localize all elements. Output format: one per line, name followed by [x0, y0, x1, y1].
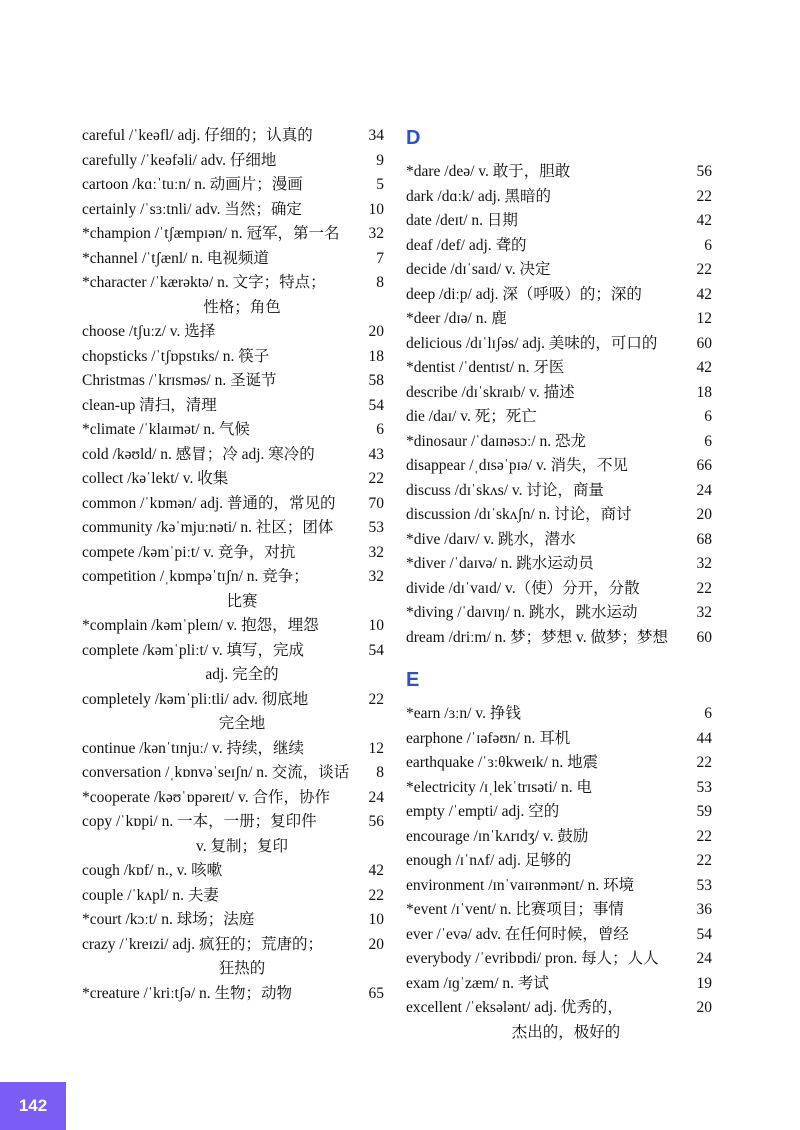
entry-page-number: 20 — [368, 935, 384, 953]
entry-text: everybody /ˈevribɒdi/ pron. 每人；人人 — [406, 950, 659, 967]
entry-text: ever /ˈevə/ adv. 在任何时候，曾经 — [406, 925, 629, 943]
entry-page-number: 22 — [696, 852, 712, 869]
glossary-entry — [406, 898, 712, 923]
glossary-entry — [82, 369, 384, 394]
entry-page-number: 24 — [696, 950, 712, 967]
entry-text: copy /ˈkɒpi/ n. 一本，一册；复印件 — [82, 813, 317, 830]
glossary-entry — [82, 492, 384, 517]
glossary-entry — [82, 933, 384, 982]
entry-page-number: 43 — [368, 445, 384, 463]
entry-text: encourage /ɪnˈkʌrɪdʒ/ v. 鼓励 — [406, 827, 589, 845]
entry-text: common /ˈkɒmən/ adj. 普通的，常见的 — [82, 494, 336, 512]
glossary-entry — [82, 394, 384, 419]
entry-text: *dentist /ˈdentɪst/ n. 牙医 — [406, 359, 565, 376]
entry-text: certainly /ˈsɜːtnli/ adv. 当然；确定 — [82, 200, 302, 218]
entry-text: exam /ɪɡˈzæm/ n. 考试 — [406, 974, 549, 992]
glossary-entry — [82, 786, 384, 811]
entry-text: cold /kəʊld/ n. 感冒；冷 adj. 寒冷的 — [82, 445, 315, 463]
glossary-entry — [406, 577, 712, 602]
glossary-entry — [406, 503, 712, 528]
letter-heading-e: E — [406, 669, 420, 691]
entry-text: deep /diːp/ adj. 深（呼吸）的；深的 — [406, 285, 642, 303]
glossary-entry — [406, 751, 712, 776]
entry-page-number: 18 — [368, 347, 384, 365]
entry-text: collect /kəˈlekt/ v. 收集 — [82, 470, 229, 487]
glossary-entry — [82, 467, 384, 492]
entry-page-number: 59 — [696, 803, 712, 820]
entry-page-number: 36 — [696, 901, 712, 918]
entry-continuation: 性格；角色 — [203, 298, 281, 316]
glossary-entry — [406, 430, 712, 455]
entry-page-number: 60 — [696, 628, 712, 646]
entry-continuation: v. 复制；复印 — [196, 837, 288, 855]
entry-text: clean-up 清扫，清理 — [82, 396, 217, 414]
entry-page-number: 24 — [368, 788, 384, 806]
e-entry-list — [406, 702, 712, 1045]
entry-text: earthquake /ˈɜːθkweɪk/ n. 地震 — [406, 754, 599, 771]
glossary-entry — [82, 688, 384, 737]
entry-page-number: 10 — [368, 200, 384, 218]
entry-text: *earn /ɜːn/ v. 挣钱 — [406, 705, 521, 722]
glossary-entry — [82, 982, 384, 1007]
glossary-entry — [82, 320, 384, 345]
entry-page-number: 34 — [368, 127, 384, 144]
entry-text: *dare /deə/ v. 敢于，胆敢 — [406, 163, 571, 180]
glossary-entry — [406, 800, 712, 825]
glossary-entry — [82, 810, 384, 859]
right-column — [406, 124, 712, 1045]
entry-text: completely /kəmˈpliːtli/ adv. 彻底地 — [82, 690, 309, 708]
entry-page-number: 6 — [704, 408, 712, 425]
entry-page-number: 56 — [368, 813, 384, 830]
glossary-entry — [406, 307, 712, 332]
glossary-entry — [406, 209, 712, 234]
entry-page-number: 53 — [696, 778, 712, 796]
entry-text: discuss /dɪˈskʌs/ v. 讨论，商量 — [406, 481, 604, 499]
glossary-entry — [82, 639, 384, 688]
glossary-entry — [82, 737, 384, 762]
glossary-entry — [406, 702, 712, 727]
entry-page-number: 32 — [696, 604, 712, 621]
entry-page-number: 32 — [696, 555, 712, 572]
entry-text: earphone /ˈɪəfəʊn/ n. 耳机 — [406, 729, 571, 747]
entry-page-number: 22 — [368, 470, 384, 487]
glossary-entry — [82, 443, 384, 468]
entry-page-number: 53 — [368, 519, 384, 536]
entry-text: community /kəˈmjuːnəti/ n. 社区；团体 — [82, 519, 334, 536]
entry-text: cough /kɒf/ n., v. 咳嗽 — [82, 862, 223, 879]
entry-page-number: 6 — [704, 236, 712, 254]
entry-continuation: adj. 完全的 — [205, 666, 279, 683]
entry-text: chopsticks /ˈtʃɒpstɪks/ n. 筷子 — [82, 347, 270, 365]
entry-page-number: 8 — [376, 274, 384, 291]
entry-text: *cooperate /kəʊˈɒpəreɪt/ v. 合作，协作 — [82, 788, 331, 806]
glossary-entry — [406, 849, 712, 874]
entry-text: Christmas /ˈkrɪsməs/ n. 圣诞节 — [82, 372, 277, 389]
entry-page-number: 22 — [696, 579, 712, 597]
entry-page-number: 22 — [696, 827, 712, 845]
glossary-entry — [406, 160, 712, 185]
glossary-entry — [406, 381, 712, 406]
entry-text: delicious /dɪˈlɪʃəs/ adj. 美味的，可口的 — [406, 334, 658, 352]
letter-heading-d: D — [406, 127, 421, 149]
entry-page-number: 44 — [696, 729, 712, 747]
entry-page-number: 32 — [368, 225, 384, 242]
entry-page-number: 66 — [696, 457, 712, 474]
glossary-entry — [82, 884, 384, 909]
entry-text: divide /dɪˈvaɪd/ v.（使）分开，分散 — [406, 579, 640, 597]
entry-page-number: 22 — [696, 754, 712, 771]
glossary-entry — [406, 234, 712, 259]
glossary-entry — [406, 185, 712, 210]
entry-text: *event /ɪˈvent/ n. 比赛项目；事情 — [406, 901, 624, 918]
entry-page-number: 42 — [368, 862, 384, 879]
entry-text: crazy /ˈkreɪzi/ adj. 疯狂的；荒唐的； — [82, 935, 324, 953]
entry-text: careful /ˈkeəfl/ adj. 仔细的；认真的 — [82, 127, 313, 144]
glossary-entry — [82, 149, 384, 174]
entry-page-number: 12 — [696, 310, 712, 327]
glossary-entry — [406, 454, 712, 479]
glossary-entry — [82, 173, 384, 198]
entry-page-number: 18 — [696, 383, 712, 401]
entry-page-number: 24 — [696, 481, 712, 499]
entry-page-number: 53 — [696, 876, 712, 894]
glossary-entry — [406, 972, 712, 997]
glossary-entry — [82, 859, 384, 884]
glossary-entry — [406, 405, 712, 430]
entry-page-number: 54 — [696, 925, 712, 943]
entry-text: empty /ˈempti/ adj. 空的 — [406, 803, 560, 820]
entry-text: couple /ˈkʌpl/ n. 夫妻 — [82, 886, 219, 904]
entry-page-number: 20 — [368, 323, 384, 340]
entry-text: competition /ˌkɒmpəˈtɪʃn/ n. 竞争； — [82, 568, 309, 585]
entry-page-number: 5 — [376, 176, 384, 193]
left-column — [82, 124, 384, 1006]
glossary-entry — [406, 776, 712, 801]
entry-page-number: 6 — [704, 705, 712, 722]
d-entry-list — [406, 160, 712, 650]
entry-text: continue /kənˈtɪnjuː/ v. 持续，继续 — [82, 739, 304, 757]
glossary-entry — [406, 332, 712, 357]
entry-text: excellent /ˈeksələnt/ adj. 优秀的， — [406, 999, 623, 1016]
entry-text: *deer /dɪə/ n. 鹿 — [406, 310, 507, 327]
entry-text: *diver /ˈdaɪvə/ n. 跳水运动员 — [406, 555, 594, 572]
entry-text: compete /kəmˈpiːt/ v. 竞争，对抗 — [82, 543, 296, 561]
glossary-entry — [406, 528, 712, 553]
entry-text: decide /dɪˈsaɪd/ v. 决定 — [406, 261, 551, 278]
entry-continuation: 狂热的 — [218, 960, 266, 977]
entry-page-number: 8 — [376, 764, 384, 781]
entry-page-number: 7 — [376, 249, 384, 267]
entry-text: *electricity /ɪˌlekˈtrɪsəti/ n. 电 — [406, 778, 592, 796]
entry-page-number: 54 — [368, 641, 384, 659]
entry-text: deaf /def/ adj. 聋的 — [406, 236, 527, 254]
entry-continuation: 比赛 — [226, 592, 258, 610]
glossary-entry — [406, 283, 712, 308]
entry-page-number: 12 — [368, 739, 384, 757]
glossary-entry — [82, 418, 384, 443]
entry-text: describe /dɪˈskraɪb/ v. 描述 — [406, 383, 575, 401]
glossary-entry — [82, 516, 384, 541]
entry-page-number: 54 — [368, 396, 384, 414]
entry-text: enough /ɪˈnʌf/ adj. 足够的 — [406, 852, 572, 869]
entry-page-number: 19 — [696, 974, 712, 992]
glossary-entry — [82, 614, 384, 639]
entry-text: date /deɪt/ n. 日期 — [406, 212, 518, 229]
entry-text: *climate /ˈklaɪmət/ n. 气候 — [82, 421, 250, 438]
entry-page-number: 6 — [376, 421, 384, 438]
entry-continuation: 完全地 — [218, 715, 266, 732]
entry-page-number: 10 — [368, 617, 384, 634]
page-number-badge: 142 — [0, 1082, 66, 1130]
glossary-entry — [406, 601, 712, 626]
entry-text: *dive /daɪv/ v. 跳水，潜水 — [406, 530, 576, 548]
entry-text: die /daɪ/ v. 死；死亡 — [406, 408, 537, 425]
entry-page-number: 32 — [368, 543, 384, 561]
glossary-entry — [82, 761, 384, 786]
entry-text: conversation /ˌkɒnvəˈseɪʃn/ n. 交流，谈话 — [82, 764, 350, 781]
entry-text: cartoon /kɑːˈtuːn/ n. 动画片；漫画 — [82, 176, 303, 193]
entry-text: dream /driːm/ n. 梦；梦想 v. 做梦；梦想 — [406, 628, 669, 646]
glossary-entry — [82, 271, 384, 320]
entry-page-number: 6 — [704, 432, 712, 450]
entry-page-number: 20 — [696, 999, 712, 1016]
glossary-entry — [406, 825, 712, 850]
glossary-entry — [406, 727, 712, 752]
entry-text: *dinosaur /ˈdaɪnəsɔː/ n. 恐龙 — [406, 432, 586, 450]
glossary-entry — [406, 996, 712, 1045]
entry-text: *complain /kəmˈpleɪn/ v. 抱怨，埋怨 — [82, 617, 319, 634]
glossary-entry — [406, 258, 712, 283]
entry-text: choose /tʃuːz/ v. 选择 — [82, 323, 216, 340]
entry-text: discussion /dɪˈskʌʃn/ n. 讨论，商讨 — [406, 506, 632, 523]
glossary-entry — [82, 124, 384, 149]
entry-text: dark /dɑːk/ adj. 黑暗的 — [406, 187, 552, 205]
entry-page-number: 56 — [696, 163, 712, 180]
entry-page-number: 20 — [696, 506, 712, 523]
entry-text: environment /ɪnˈvaɪrənmənt/ n. 环境 — [406, 876, 635, 894]
entry-text: disappear /ˌdɪsəˈpɪə/ v. 消失，不见 — [406, 457, 628, 474]
glossary-entry — [82, 908, 384, 933]
entry-page-number: 42 — [696, 359, 712, 376]
glossary-entry — [406, 356, 712, 381]
entry-text: *channel /ˈtʃænl/ n. 电视频道 — [82, 249, 269, 267]
entry-page-number: 42 — [696, 212, 712, 229]
glossary-entry — [82, 198, 384, 223]
entry-page-number: 42 — [696, 285, 712, 303]
entry-text: *character /ˈkærəktə/ n. 文字；特点； — [82, 274, 326, 291]
glossary-entry — [82, 345, 384, 370]
entry-page-number: 65 — [368, 984, 384, 1002]
entry-text: *champion /ˈtʃæmpɪən/ n. 冠军，第一名 — [82, 225, 340, 242]
glossary-entry — [82, 247, 384, 272]
glossary-entry — [406, 947, 712, 972]
entry-page-number: 70 — [368, 494, 384, 512]
glossary-entry — [406, 874, 712, 899]
entry-page-number: 22 — [696, 187, 712, 205]
entry-text: *creature /ˈkriːtʃə/ n. 生物；动物 — [82, 984, 293, 1002]
entry-text: *court /kɔːt/ n. 球场；法庭 — [82, 911, 255, 928]
entry-page-number: 10 — [368, 911, 384, 928]
entry-page-number: 58 — [368, 372, 384, 389]
entry-text: carefully /ˈkeəfəli/ adv. 仔细地 — [82, 151, 277, 169]
glossary-entry — [406, 626, 712, 651]
glossary-entry — [406, 552, 712, 577]
entry-page-number: 22 — [368, 886, 384, 904]
entry-page-number: 22 — [368, 690, 384, 708]
glossary-entry — [82, 541, 384, 566]
entry-text: *diving /ˈdaɪvɪŋ/ n. 跳水，跳水运动 — [406, 604, 638, 621]
glossary-entry — [82, 222, 384, 247]
glossary-entry — [406, 923, 712, 948]
entry-page-number: 68 — [696, 530, 712, 548]
entry-page-number: 22 — [696, 261, 712, 278]
glossary-entry — [82, 565, 384, 614]
entry-page-number: 60 — [696, 334, 712, 352]
entry-text: complete /kəmˈpliːt/ v. 填写，完成 — [82, 641, 304, 659]
entry-continuation: 杰出的，极好的 — [511, 1023, 621, 1041]
glossary-entry — [406, 479, 712, 504]
entry-page-number: 32 — [368, 568, 384, 585]
entry-page-number: 9 — [376, 151, 384, 169]
